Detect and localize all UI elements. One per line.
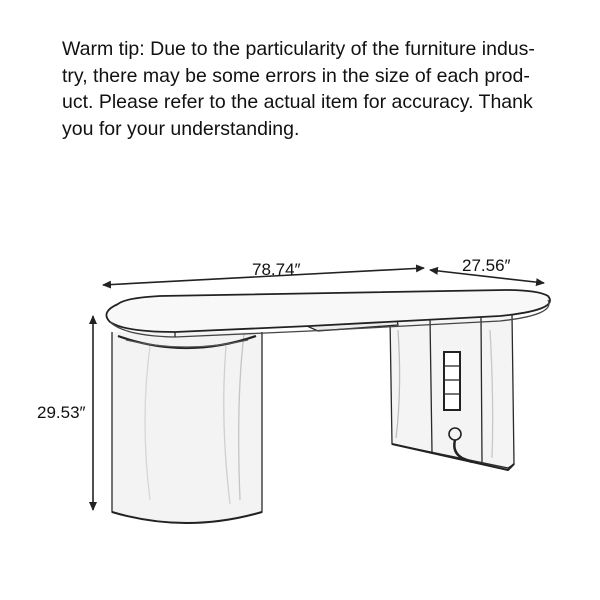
height-label: 29.53″ bbox=[37, 403, 86, 422]
right-cabinet bbox=[390, 314, 514, 470]
tip-line-1: Warm tip: Due to the particularity of the furniture indus- bbox=[62, 38, 535, 60]
depth-label: 27.56″ bbox=[462, 256, 511, 275]
tip-line-2: try, there may be some errors in the size of each prod- bbox=[62, 64, 530, 87]
tip-line-3: uct. Please refer to the actual item for accuracy. Thank bbox=[62, 91, 533, 113]
left-pedestal bbox=[112, 332, 262, 523]
desk-illustration bbox=[106, 290, 550, 523]
tip-line-4: you for your understanding. bbox=[62, 117, 300, 140]
length-label: 78.74″ bbox=[252, 260, 301, 279]
